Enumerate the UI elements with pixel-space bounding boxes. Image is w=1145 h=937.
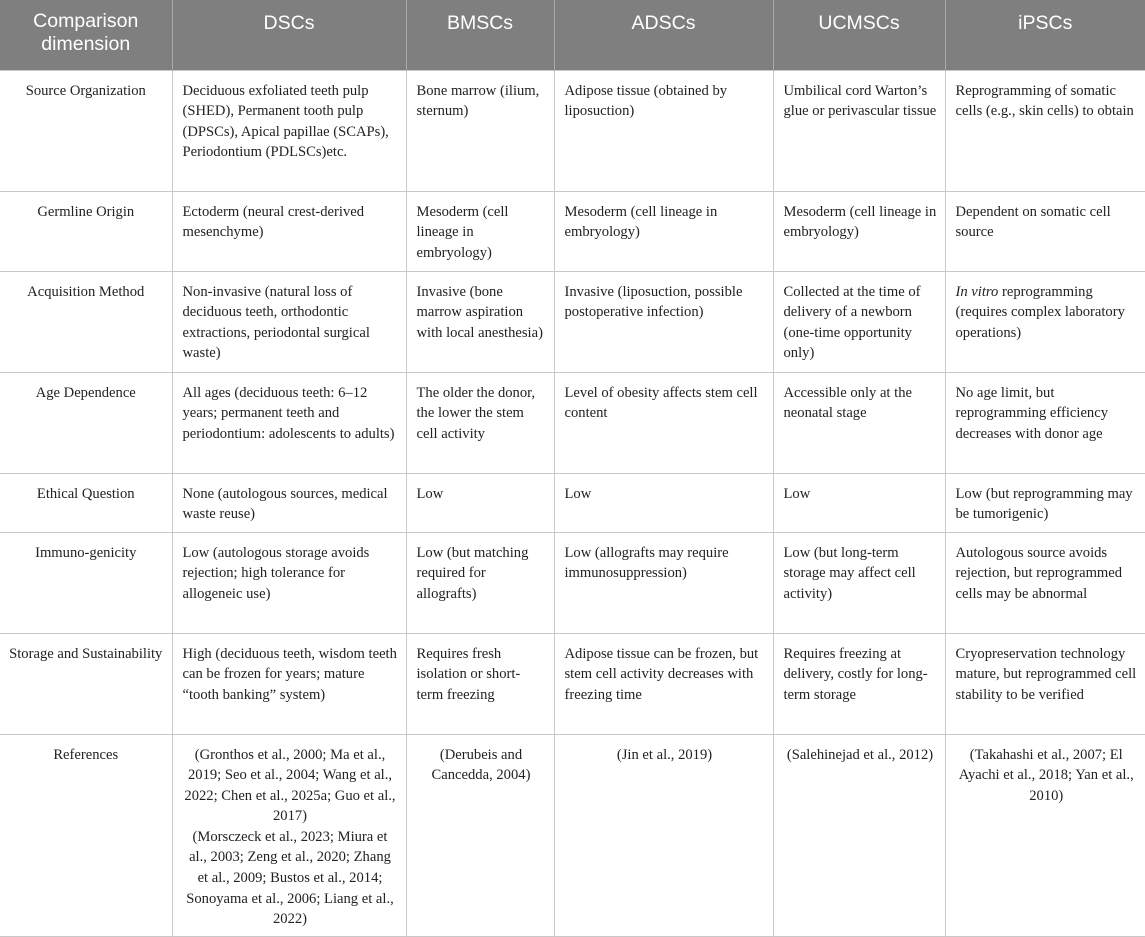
cell-ucmscs: Requires freezing at delivery, costly for long-term storage bbox=[773, 633, 945, 734]
cell-ucmscs: Low (but long-term storage may affect cell activity) bbox=[773, 532, 945, 633]
row-germline-origin bbox=[0, 191, 1145, 271]
cell-bmscs: Invasive (bone marrow aspiration with local anesthesia) bbox=[406, 271, 554, 372]
cell-ipscs bbox=[945, 271, 1145, 372]
row-references bbox=[0, 734, 1145, 936]
row-label: References bbox=[0, 734, 172, 936]
cell-bmscs: Low bbox=[406, 473, 554, 532]
cell-bmscs: Low (but matching required for allografts) bbox=[406, 532, 554, 633]
header-comparison-dimension: Comparison dimension bbox=[0, 0, 172, 70]
cell-ucmscs: Mesoderm (cell lineage in embryology) bbox=[773, 191, 945, 271]
cell-dscs bbox=[172, 734, 406, 936]
dsc-references-group-1: (Gronthos et al., 2000; Ma et al., 2019; Seo et al., 2004; Wang et al., 2022; Chen et al., 2025a; Guo et al., 2017) bbox=[184, 746, 396, 825]
cell-ipscs: Low (but reprogramming may be tumorigenic) bbox=[945, 473, 1145, 532]
cell-bmscs: Requires fresh isolation or short-term freezing bbox=[406, 633, 554, 734]
ipsc-italic-text: In vitro bbox=[955, 283, 999, 300]
cell-dscs: Low (autologous storage avoids rejection; high tolerance for allogeneic use) bbox=[172, 532, 406, 633]
cell-ucmscs: (Salehinejad et al., 2012) bbox=[773, 734, 945, 936]
cell-dscs: Ectoderm (neural crest-derived mesenchyme) bbox=[172, 191, 406, 271]
row-label: Germline Origin bbox=[0, 191, 172, 271]
cell-adscs: Level of obesity affects stem cell content bbox=[554, 372, 773, 473]
cell-dscs: High (deciduous teeth, wisdom teeth can be frozen for years; mature “tooth banking” system) bbox=[172, 633, 406, 734]
row-storage-sustainability bbox=[0, 633, 1145, 734]
row-immunogenicity bbox=[0, 532, 1145, 633]
cell-adscs: (Jin et al., 2019) bbox=[554, 734, 773, 936]
row-label: Storage and Sustainability bbox=[0, 633, 172, 734]
cell-dscs: Non-invasive (natural loss of deciduous teeth, orthodontic extractions, periodontal surgical waste) bbox=[172, 271, 406, 372]
cell-ipscs: No age limit, but reprogramming efficiency decreases with donor age bbox=[945, 372, 1145, 473]
cell-bmscs: (Derubeis and Cancedda, 2004) bbox=[406, 734, 554, 936]
cell-ucmscs: Accessible only at the neonatal stage bbox=[773, 372, 945, 473]
cell-ipscs: Dependent on somatic cell source bbox=[945, 191, 1145, 271]
row-ethical-question bbox=[0, 473, 1145, 532]
cell-ucmscs: Collected at the time of delivery of a newborn (one-time opportunity only) bbox=[773, 271, 945, 372]
row-label: Source Organization bbox=[0, 70, 172, 191]
row-label: Immuno-genicity bbox=[0, 532, 172, 633]
row-acquisition-method bbox=[0, 271, 1145, 372]
row-label: Acquisition Method bbox=[0, 271, 172, 372]
cell-ipscs: Autologous source avoids rejection, but reprogrammed cells may be abnormal bbox=[945, 532, 1145, 633]
cell-dscs: All ages (deciduous teeth: 6–12 years; permanent teeth and periodontium: adolescents to adults) bbox=[172, 372, 406, 473]
header-dscs: DSCs bbox=[172, 0, 406, 70]
header-bmscs: BMSCs bbox=[406, 0, 554, 70]
row-label: Ethical Question bbox=[0, 473, 172, 532]
cell-dscs: Deciduous exfoliated teeth pulp (SHED), Permanent tooth pulp (DPSCs), Apical papillae (SCAPs), Periodontium (PDLSCs)etc. bbox=[172, 70, 406, 191]
cell-bmscs: The older the donor, the lower the stem cell activity bbox=[406, 372, 554, 473]
ipsc-rest-text: reprogramming (requires complex laboratory operations) bbox=[955, 283, 1125, 341]
row-age-dependence bbox=[0, 372, 1145, 473]
cell-ipscs: (Takahashi et al., 2007; El Ayachi et al., 2018; Yan et al., 2010) bbox=[945, 734, 1145, 936]
header-adscs: ADSCs bbox=[554, 0, 773, 70]
row-source-organization bbox=[0, 70, 1145, 191]
cell-ipscs: Cryopreservation technology mature, but reprogrammed cell stability to be verified bbox=[945, 633, 1145, 734]
cell-adscs: Adipose tissue can be frozen, but stem cell activity decreases with freezing time bbox=[554, 633, 773, 734]
header-ucmscs: UCMSCs bbox=[773, 0, 945, 70]
header-row bbox=[0, 0, 1145, 70]
header-ipscs: iPSCs bbox=[945, 0, 1145, 70]
cell-adscs: Low (allografts may require immunosuppression) bbox=[554, 532, 773, 633]
cell-ucmscs: Umbilical cord Warton’s glue or perivascular tissue bbox=[773, 70, 945, 191]
dsc-references-group-2: (Morsczeck et al., 2023; Miura et al., 2003; Zeng et al., 2020; Zhang et al., 2009; Bustos et al., 2014; Sonoyama et al., 2006; Liang et al., 2022) bbox=[186, 828, 394, 928]
cell-ucmscs: Low bbox=[773, 473, 945, 532]
cell-adscs: Invasive (liposuction, possible postoperative infection) bbox=[554, 271, 773, 372]
cell-bmscs: Bone marrow (ilium, sternum) bbox=[406, 70, 554, 191]
cell-adscs: Mesoderm (cell lineage in embryology) bbox=[554, 191, 773, 271]
cell-dscs: None (autologous sources, medical waste reuse) bbox=[172, 473, 406, 532]
cell-bmscs: Mesoderm (cell lineage in embryology) bbox=[406, 191, 554, 271]
cell-adscs: Adipose tissue (obtained by liposuction) bbox=[554, 70, 773, 191]
cell-ipscs: Reprogramming of somatic cells (e.g., skin cells) to obtain bbox=[945, 70, 1145, 191]
cell-adscs: Low bbox=[554, 473, 773, 532]
row-label: Age Dependence bbox=[0, 372, 172, 473]
